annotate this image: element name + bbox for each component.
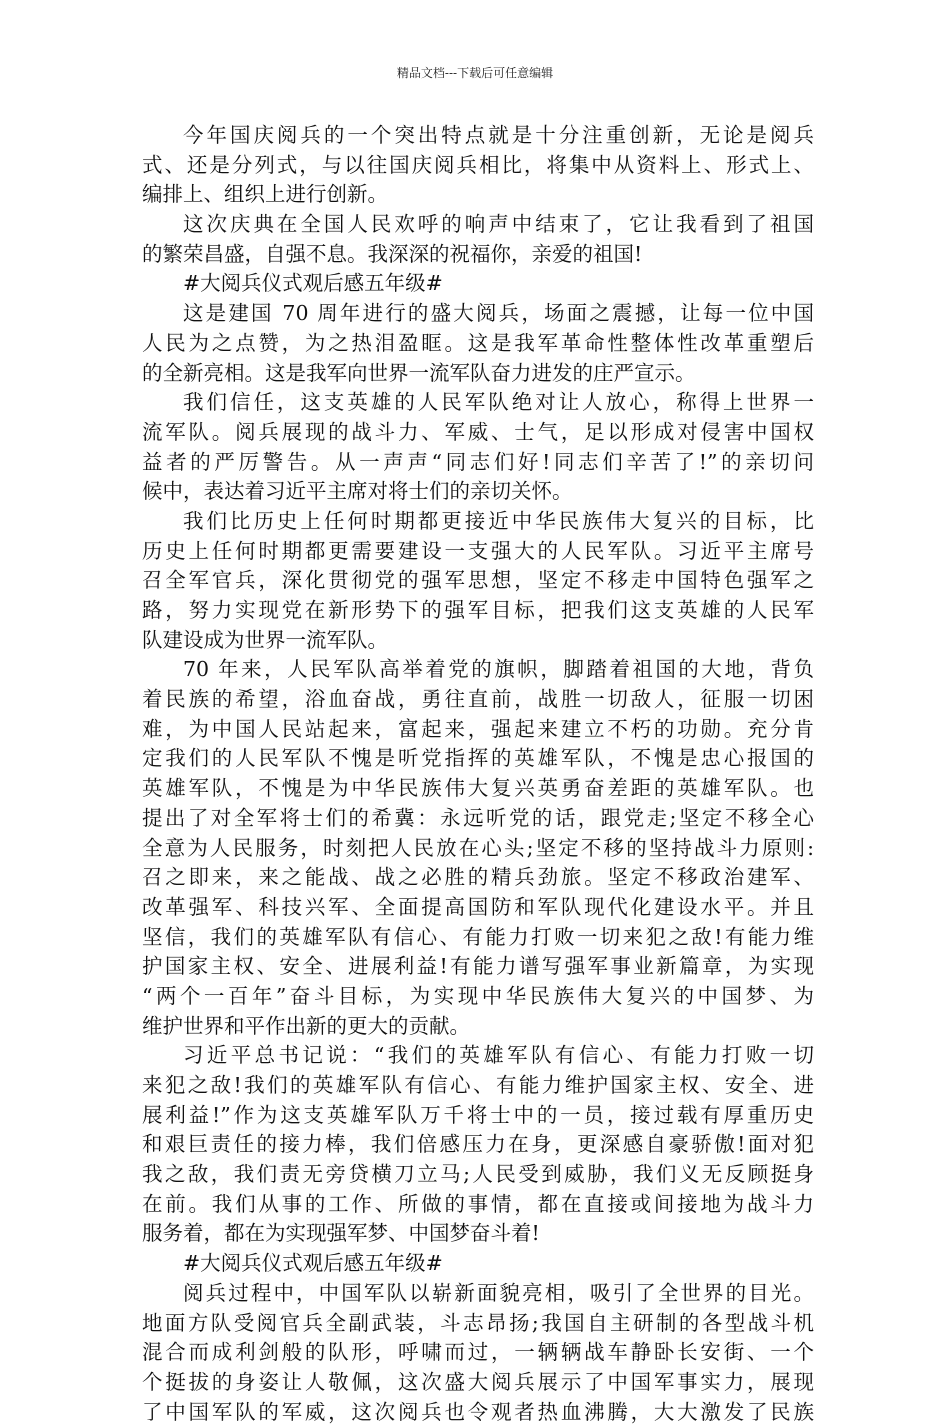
text-line: 个挺拔的身姿让人敬佩，这次盛大阅兵展示了中国军事实力，展现: [142, 1369, 814, 1394]
text-line: 我之敌，我们责无旁贷横刀立马;人民受到威胁，我们义无反顾挺身: [142, 1162, 814, 1187]
section-heading: [142, 269, 814, 299]
text-line: 了中国军队的军威，这次阅兵也令观者热血沸腾，大大激发了民族: [142, 1399, 814, 1424]
text-line: 益者的严厉警告。从一声声“同志们好!同志们辛苦了!”的亲切问: [142, 449, 814, 474]
text-line: 服务着，都在为实现强军梦、中国梦奋斗着!: [142, 1221, 540, 1246]
text-line: 难，为中国人民站起来，富起来，强起来建立不朽的功勋。充分肯: [142, 716, 814, 741]
text-line: 队建设成为世界一流军队。: [142, 627, 388, 652]
text-line: 今年国庆阅兵的一个突出特点就是十分注重创新，无论是阅兵: [183, 123, 814, 147]
text-line: 召全军官兵，深化贯彻党的强军思想，坚定不移走中国特色强军之: [142, 568, 814, 593]
text-line: #大阅兵仪式观后感五年级#: [183, 1251, 443, 1276]
text-line: 和艰巨责任的接力棒，我们倍感压力在身，更深感自豪骄傲!面对犯: [142, 1132, 814, 1157]
page-header: 精品文档---下载后可任意编辑: [396, 66, 554, 80]
text-line: 地面方队受阅官兵全副武装，斗志昂扬;我国自主研制的各型战斗机: [142, 1310, 814, 1335]
text-line: 候中，表达着习近平主席对将士们的亲切关怀。: [142, 479, 573, 504]
paragraph: [142, 1279, 814, 1427]
text-line: 召之即来，来之能战、战之必胜的精兵劲旅。坚定不移政治建军、: [142, 865, 814, 890]
text-line: 人民为之点赞，为之热泪盈眶。这是我军革命性整体性改革重塑后: [142, 330, 814, 355]
paragraph: [142, 655, 814, 1041]
text-line: 习近平总书记说：“我们的英雄军队有信心、有能力打败一切: [183, 1043, 814, 1068]
text-line: 全意为人民服务，时刻把人民放在心头;坚定不移的坚持战斗力原则:: [142, 835, 814, 860]
paragraph: [142, 121, 814, 210]
paragraph: [142, 388, 814, 507]
text-line: 的繁荣昌盛，自强不息。我深深的祝福你，亲爱的祖国!: [142, 241, 643, 266]
text-line: 阅兵过程中，中国军队以崭新面貌亮相，吸引了全世界的目光。: [183, 1280, 814, 1305]
text-line: 展利益!”作为这支英雄军队万千将士中的一员，接过载有厚重历史: [142, 1102, 814, 1127]
text-line: 维护世界和平作出新的更大的贡献。: [142, 1013, 470, 1038]
document-body: [142, 121, 814, 1427]
text-line: 这是建国 70 周年进行的盛大阅兵，场面之震撼，让每一位中国: [183, 301, 814, 326]
text-line: 改革强军、科技兴军、全面提高国防和军队现代化建设水平。并且: [142, 894, 814, 919]
text-line: #大阅兵仪式观后感五年级#: [183, 271, 443, 296]
section-heading: [142, 1249, 814, 1279]
text-line: 英雄军队，不愧是为中华民族伟大复兴英勇奋差距的英雄军队。也: [142, 776, 814, 801]
text-line: 提出了对全军将士们的希冀：永远听党的话，跟党走;坚定不移全心: [142, 805, 814, 830]
paragraph: [142, 507, 814, 655]
text-line: 这次庆典在全国人民欢呼的响声中结束了，它让我看到了祖国: [183, 212, 814, 237]
text-line: 70 年来，人民军队高举着党的旗帜，脚踏着祖国的大地，背负: [183, 657, 814, 682]
text-line: 路，努力实现党在新形势下的强军目标，把我们这支英雄的人民军: [142, 598, 814, 622]
text-line: 的全新亮相。这是我军向世界一流军队奋力进发的庄严宣示。: [142, 360, 696, 385]
paragraph: [142, 1041, 814, 1249]
text-line: “两个一百年”奋斗目标，为实现中华民族伟大复兴的中国梦、为: [142, 983, 814, 1008]
text-line: 我们比历史上任何时期都更接近中华民族伟大复兴的目标，比: [183, 508, 814, 533]
text-line: 式、还是分列式，与以往国庆阅兵相比，将集中从资料上、形式上、: [142, 152, 814, 177]
text-line: 混合而成利剑般的队形，呼啸而过，一辆辆战车静卧长安街、一个: [142, 1340, 814, 1365]
text-line: 在前。我们从事的工作、所做的事情，都在直接或间接地为战斗力: [142, 1191, 814, 1216]
paragraph: [142, 299, 814, 388]
text-line: 定我们的人民军队不愧是听党指挥的英雄军队，不愧是忠心报国的: [142, 746, 814, 771]
text-line: 坚信，我们的英雄军队有信心、有能力打败一切来犯之敌!有能力维: [142, 924, 814, 949]
text-line: 流军队。阅兵展现的战斗力、军威、士气，足以形成对侵害中国权: [142, 419, 814, 444]
text-line: 历史上任何时期都更需要建设一支强大的人民军队。习近平主席号: [142, 538, 814, 563]
text-line: 护国家主权、安全、进展利益!有能力谱写强军事业新篇章，为实现: [142, 954, 814, 979]
paragraph: [142, 210, 814, 269]
text-line: 着民族的希望，浴血奋战，勇往直前，战胜一切敌人，征服一切困: [142, 687, 814, 712]
text-line: 来犯之敌!我们的英雄军队有信心、有能力维护国家主权、安全、进: [142, 1073, 814, 1097]
text-line: 编排上、组织上进行创新。: [142, 182, 388, 207]
text-line: 我们信任，这支英雄的人民军队绝对让人放心，称得上世界一: [183, 390, 814, 415]
